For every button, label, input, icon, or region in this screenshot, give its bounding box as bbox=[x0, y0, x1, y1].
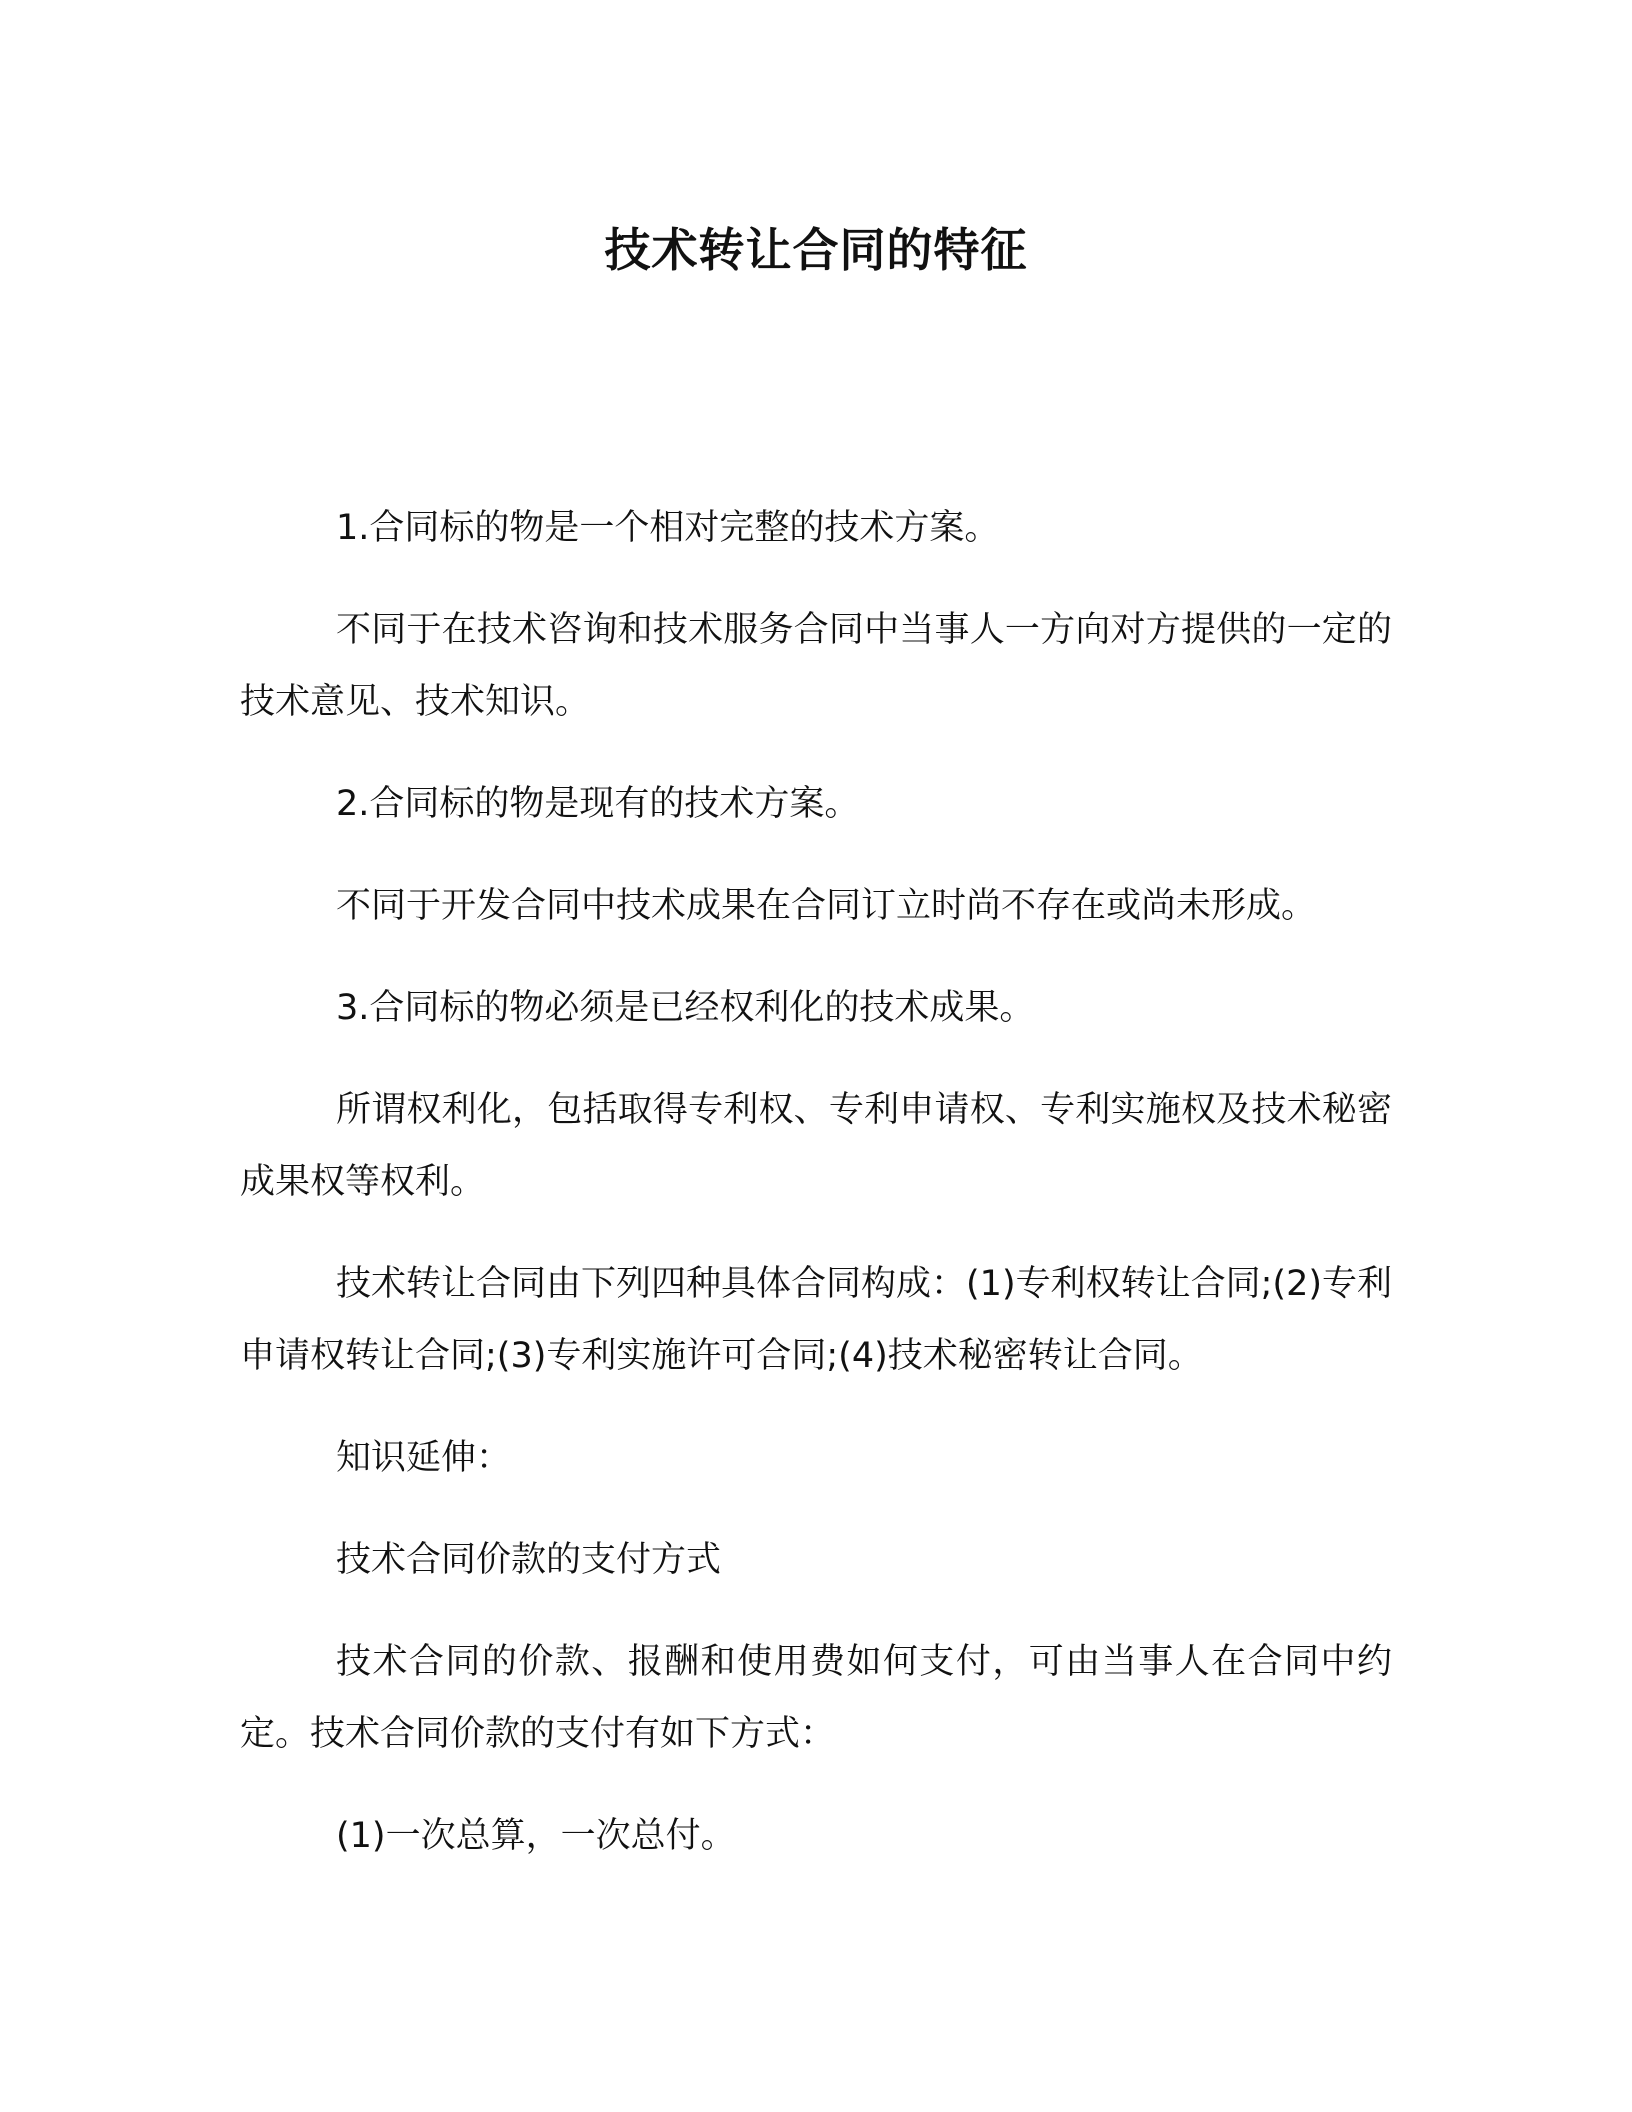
paragraph-7: 技术转让合同由下列四种具体合同构成：(1)专利权转让合同;(2)专利申请权转让合同;(3)专利实施许可合同;(4)技术秘密转让合同。 bbox=[240, 1264, 1392, 1376]
document-body bbox=[240, 492, 1392, 1872]
paragraph-4: 不同于开发合同中技术成果在合同订立时尚不存在或尚未形成。 bbox=[336, 886, 1317, 926]
document-title: 技术转让合同的特征 bbox=[604, 223, 1028, 277]
paragraph-2: 不同于在技术咨询和技术服务合同中当事人一方向对方提供的一定的技术意见、技术知识。 bbox=[240, 610, 1392, 722]
paragraph-11: (1)一次总算，一次总付。 bbox=[336, 1816, 736, 1856]
paragraph-9: 技术合同价款的支付方式 bbox=[336, 1540, 722, 1580]
paragraph-8: 知识延伸： bbox=[336, 1438, 512, 1478]
paragraph-10: 技术合同的价款、报酬和使用费如何支付，可由当事人在合同中约定。技术合同价款的支付有如下方式： bbox=[240, 1642, 1392, 1754]
paragraph-1: 1.合同标的物是一个相对完整的技术方案。 bbox=[336, 508, 1000, 548]
paragraph-5: 3.合同标的物必须是已经权利化的技术成果。 bbox=[336, 988, 1035, 1028]
paragraph-6: 所谓权利化，包括取得专利权、专利申请权、专利实施权及技术秘密成果权等权利。 bbox=[240, 1090, 1392, 1202]
paragraph-3: 2.合同标的物是现有的技术方案。 bbox=[336, 784, 860, 824]
